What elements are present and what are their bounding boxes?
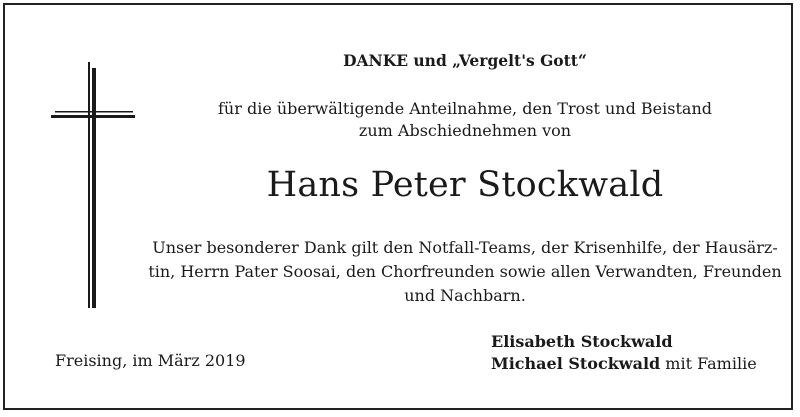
obituary-notice: [3, 3, 793, 410]
signer-line: [491, 353, 757, 375]
signer-name: Elisabeth Stockwald: [491, 332, 673, 351]
signatures: [491, 331, 757, 375]
notice-heading: DANKE und „Vergelt's Gott“: [343, 51, 587, 70]
deceased-name: Hans Peter Stockwald: [266, 165, 664, 205]
signer-line: [491, 331, 757, 353]
signer-name: Michael Stockwald: [491, 354, 661, 373]
thanks-line: und Nachbarn.: [404, 286, 526, 305]
intro-line: für die überwältigende Anteilnahme, den Trost und Beistand: [218, 99, 712, 118]
cross-icon: [51, 62, 135, 308]
thanks-text: [145, 236, 785, 308]
place-date: Freising, im März 2019: [55, 351, 246, 370]
thanks-line: Unser besonderer Dank gilt den Notfall-Teams, der Krisenhilfe, der Hausärz-: [152, 238, 778, 257]
signer-suffix: mit Familie: [660, 354, 757, 373]
intro-text: [145, 98, 785, 142]
intro-line: zum Abschiednehmen von: [358, 121, 572, 140]
thanks-line: tin, Herrn Pater Soosai, den Chorfreunden sowie allen Verwandten, Freunden: [148, 262, 782, 281]
